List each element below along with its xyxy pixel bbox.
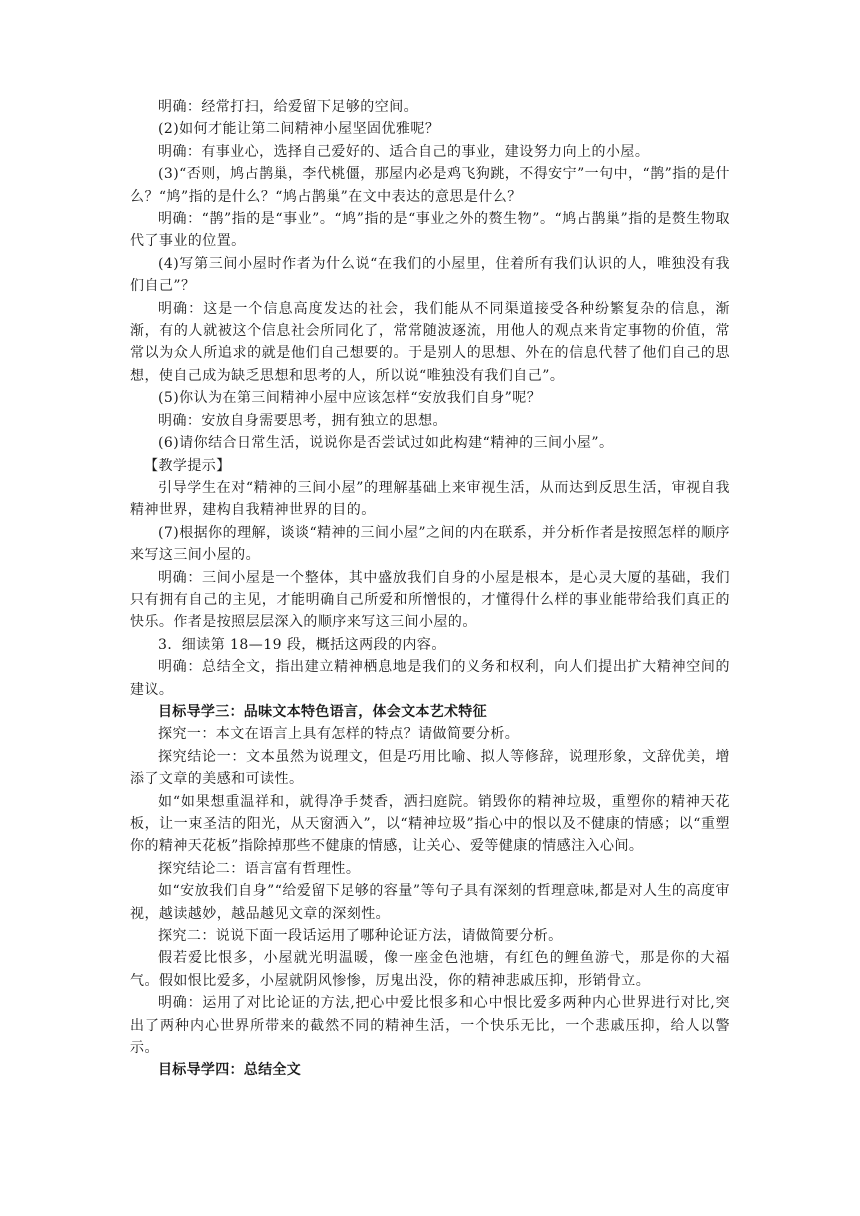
example-paragraph: 如“安放我们自身”“给爱留下足够的容量”等句子具有深刻的哲理意味,都是对人生的高度审视，越读越妙，越品越见文章的深刻性。 — [130, 883, 730, 922]
document-page — [130, 96, 730, 1082]
inquiry-paragraph: 探究二：说说下面一段话运用了哪种论证方法，请做简要分析。 — [158, 928, 563, 945]
question-paragraph: (3)“否则，鸠占鹊巢，李代桃僵，那屋内必是鸡飞狗跳，不得安宁”一句中，“鹊”指的是什么？“鸠”指的是什么？“鸠占鹊巢”在文中表达的意思是什么？ — [130, 166, 730, 205]
answer-paragraph: 明确：经常打扫，给爱留下足够的空间。 — [158, 99, 419, 115]
question-paragraph: (2)如何才能让第二间精神小屋坚固优雅呢？ — [158, 121, 440, 138]
teaching-tip-heading: 【教学提示】 — [144, 457, 231, 474]
task-paragraph: 3．细读第 18—19 段，概括这两段的内容。 — [158, 636, 446, 653]
answer-paragraph: 明确：运用了对比论证的方法,把心中爱比恨多和心中恨比爱多两种内心世界进行对比,突出了两种内心世界所带来的截然不同的精神生活，一个快乐无比，一个悲戚压抑，给人以警示。 — [130, 995, 730, 1057]
answer-paragraph: 明确：三间小屋是一个整体，其中盛放我们自身的小屋是根本，是心灵大厦的基础，我们只有拥有自己的主见，才能明确自己所爱和所憎恨的，才懂得什么样的事业能带给我们真正的快乐。作者是按照层层深入的顺序来写这三间小屋的。 — [130, 569, 730, 631]
answer-paragraph: 明确：总结全文，指出建立精神栖息地是我们的义务和权利，向人们提出扩大精神空间的建议。 — [130, 659, 730, 698]
inquiry-paragraph: 探究一：本文在语言上具有怎样的特点？请做简要分析。 — [158, 726, 520, 743]
conclusion-paragraph: 探究结论二：语言富有哲理性。 — [158, 860, 361, 877]
conclusion-paragraph: 探究结论一：文本虽然为说理文，但是巧用比喻、拟人等修辞，说理形象，文辞优美，增添了文章的美感和可读性。 — [130, 748, 730, 788]
question-paragraph: (5)你认为在第三间精神小屋中应该怎样“安放我们自身”呢？ — [158, 390, 542, 407]
question-paragraph: (7)根据你的理解，谈谈“精神的三间小屋”之间的内在联系，并分析作者是按照怎样的顺序来写这三间小屋的。 — [130, 524, 730, 564]
answer-paragraph: 明确：安放自身需要思考，拥有独立的思想。 — [158, 412, 447, 429]
answer-paragraph: 明确：“鹊”指的是“事业”。“鸠”指的是“事业之外的赘生物”。“鸠占鹊巢”指的是赘生物取代了事业的位置。 — [130, 211, 730, 250]
quote-paragraph: 假若爱比恨多，小屋就光明温暖，像一座金色池塘，有红色的鲤鱼游弋，那是你的大福气。假如恨比爱多，小屋就阴风惨惨，厉鬼出没，你的精神悲戚压抑，形销骨立。 — [130, 950, 730, 989]
question-paragraph: (4)写第三间小屋时作者为什么说“在我们的小屋里，住着所有我们认识的人，唯独没有我们自己”？ — [130, 255, 730, 295]
question-paragraph: (6)请你结合日常生活，说说你是否尝试过如此构建“精神的三间小屋”。 — [158, 435, 614, 452]
teaching-tip-paragraph: 引导学生在对“精神的三间小屋”的理解基础上来审视生活，从而达到反思生活，审视自我精神世界，建构自我精神世界的目的。 — [130, 479, 730, 519]
answer-paragraph: 明确：有事业心，选择自己爱好的、适合自己的事业，建设努力向上的小屋。 — [158, 143, 650, 160]
example-paragraph: 如“如果想重温祥和，就得净手焚香，洒扫庭院。销毁你的精神垃圾，重塑你的精神天花板，让一束圣洁的阳光，从天窗洒入”，以“精神垃圾”指心中的恨以及不健康的情感；以“重塑你的精神天花板”指除掉那些不健康的情感，让关心、爱等健康的情感注入心间。 — [130, 793, 730, 855]
section-heading: 目标导学三：品味文本特色语言，体会文本艺术特征 — [158, 703, 487, 720]
section-heading: 目标导学四：总结全文 — [158, 1062, 301, 1079]
answer-paragraph: 明确：这是一个信息高度发达的社会，我们能从不同渠道接受各种纷繁复杂的信息，渐渐，有的人就被这个信息社会所同化了，常常随波逐流，用他人的观点来肯定事物的价值，常常以为众人所追求的就是他们自己想要的。于是别人的思想、外在的信息代替了他们自己的思想，使自己成为缺乏思想和思考的人，所以说“唯独没有我们自己”。 — [130, 300, 730, 384]
